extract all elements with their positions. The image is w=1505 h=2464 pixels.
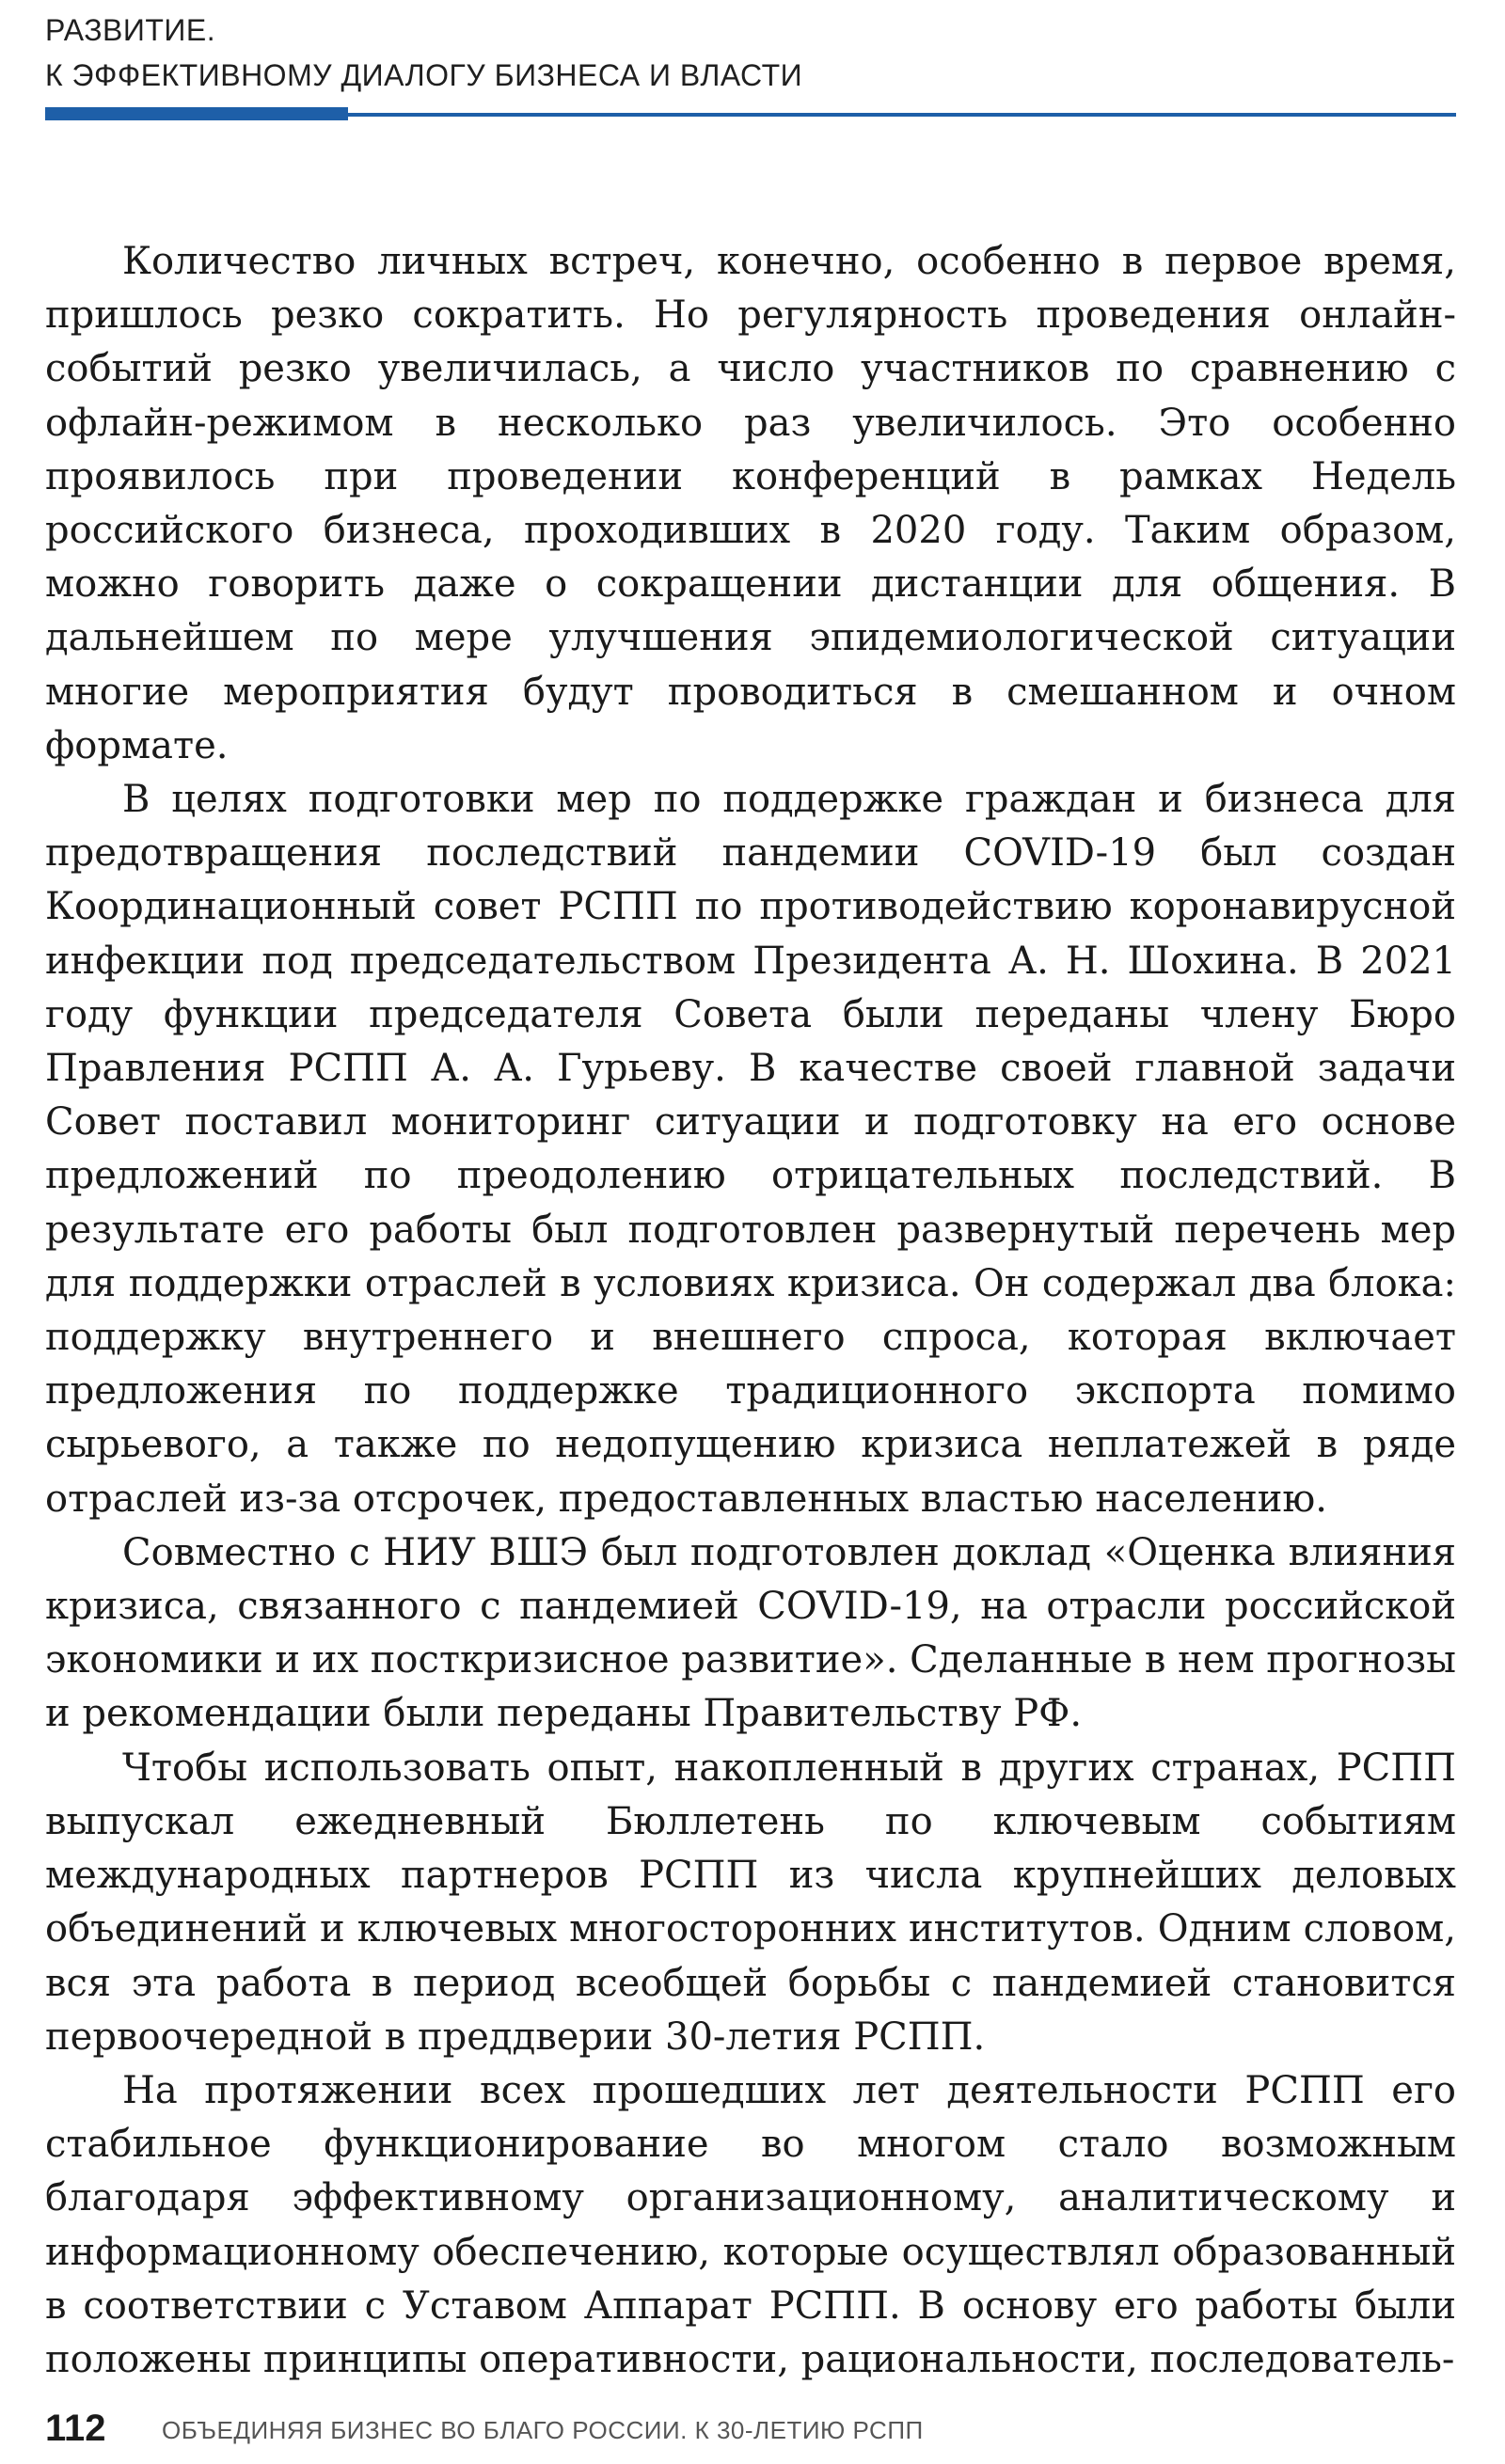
paragraph: Совместно с НИУ ВШЭ был подготовлен доклад «Оценка влияния кризиса, связанного с пандемией COVID-19, на отрасли российской экономики и их посткризисное развитие». Сделанные в нем прогнозы и рекомендации были переданы Правительству РФ. <box>45 1530 1456 1736</box>
page-number: 112 <box>45 2408 106 2449</box>
paragraph: В целях подготовки мер по поддержке граждан и бизнеса для предотвращения последствий пандемии COVID-19 был создан Координационный совет РСПП по противодействию коронавирусной инфекции под председательством Президента А. Н. Шохина. В 2021 году функции председателя Совета были переданы члену Бюро Правления РСПП А. А. Гурьеву. В качестве своей главной задачи Совет поставил мониторинг ситуации и подготовку на его основе предложений по преодолению отрицательных последствий. В результате его работы был подготовлен развернутый перечень мер для поддержки отраслей в условиях кризиса. Он содержал два блока: поддержку внутреннего и внешнего спроса, которая включает предложения по поддержке традиционного экспорта помимо сырьевого, а также по недопущению кризиса неплатежей в ряде отраслей из-за отсрочек, предоставленных властью населению. <box>45 778 1456 1521</box>
paragraph: Количество личных встреч, конечно, особенно в первое время, пришлось резко сократить. Но регулярность проведения онлайн-событий резко увеличилась, а число участников по сравнению с офлайн-режимом в несколько раз увеличилось. Это особенно проявилось при проведении конференций в рамках Недель российского бизнеса, проходивших в 2020 году. Таким образом, можно говорить даже о сокращении дистанции для общения. В дальнейшем по мере улучшения эпидемиологической ситуации многие мероприятия будут проводиться в смешанном и очном формате. <box>45 240 1456 767</box>
body-text <box>45 235 1456 2387</box>
section-title-line-1: РАЗВИТИЕ. <box>45 13 216 47</box>
page-footer <box>45 2406 1456 2451</box>
header-divider <box>45 107 1456 120</box>
section-title-line-2: К ЭФФЕКТИВНОМУ ДИАЛОГУ БИЗНЕСА И ВЛАСТИ <box>45 58 803 92</box>
paragraph: Чтобы использовать опыт, накопленный в других странах, РСПП выпускал ежедневный Бюллетень по ключевым событиям международных партнеров РСПП из числа крупнейших деловых объединений и ключевых многосторонних институтов. Одним словом, вся эта работа в период всеобщей борьбы с пандемией становится первоочередной в преддверии 30-летия РСПП. <box>45 1745 1456 2059</box>
paragraph: На протяжении всех прошедших лет деятельности РСПП его стабильное функционирование во многом стало возможным благодаря эффективному организационному, аналитическому и информационному обеспечению, которые осуществлял образованный в соответствии с Уставом Аппарат РСПП. В основу его работы были положены принципы оперативности, рациональности, последователь- <box>45 2068 1456 2381</box>
header-divider-accent <box>45 107 348 120</box>
running-footer-title: ОБЪЕДИНЯЯ БИЗНЕС ВО БЛАГО РОССИИ. К 30-ЛЕТИЮ РСПП <box>162 2416 924 2444</box>
running-header <box>45 8 1456 98</box>
